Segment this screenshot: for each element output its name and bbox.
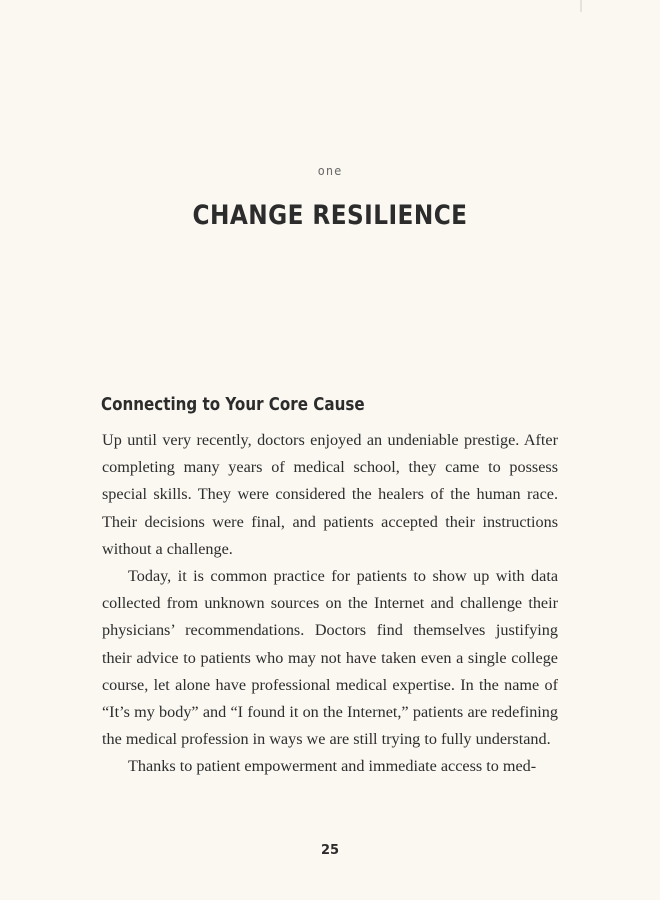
body-text bbox=[102, 427, 558, 781]
paragraph-1: Up until very recently, doctors enjoyed an undeniable prestige. After completing many years of medical school, they came to possess special skills. They were considered the healers of the human race. Their decisions were final, and patients accepted their instructions without a challenge. bbox=[102, 431, 558, 558]
page-number: 25 bbox=[320, 843, 340, 858]
paragraph-2: Today, it is common practice for patients to show up with data collected from unknown sources on the Internet and challenge their physicians’ recommendations. Doctors find themselves justifying their advice to patients who may not have taken even a single college course, let alone have professional medical expertise. In the name of “It’s my body” and “I found it on the Internet,” patients are redefining the medical profession in ways we are still trying to fully understand. bbox=[102, 567, 558, 749]
chapter-title: CHANGE RESILIENCE bbox=[192, 200, 468, 231]
section-heading: Connecting to Your Core Cause bbox=[101, 394, 365, 415]
page-edge-mark bbox=[580, 0, 582, 12]
chapter-number: one bbox=[317, 164, 343, 178]
paragraph-3: Thanks to patient empowerment and immediate access to med- bbox=[128, 757, 537, 776]
